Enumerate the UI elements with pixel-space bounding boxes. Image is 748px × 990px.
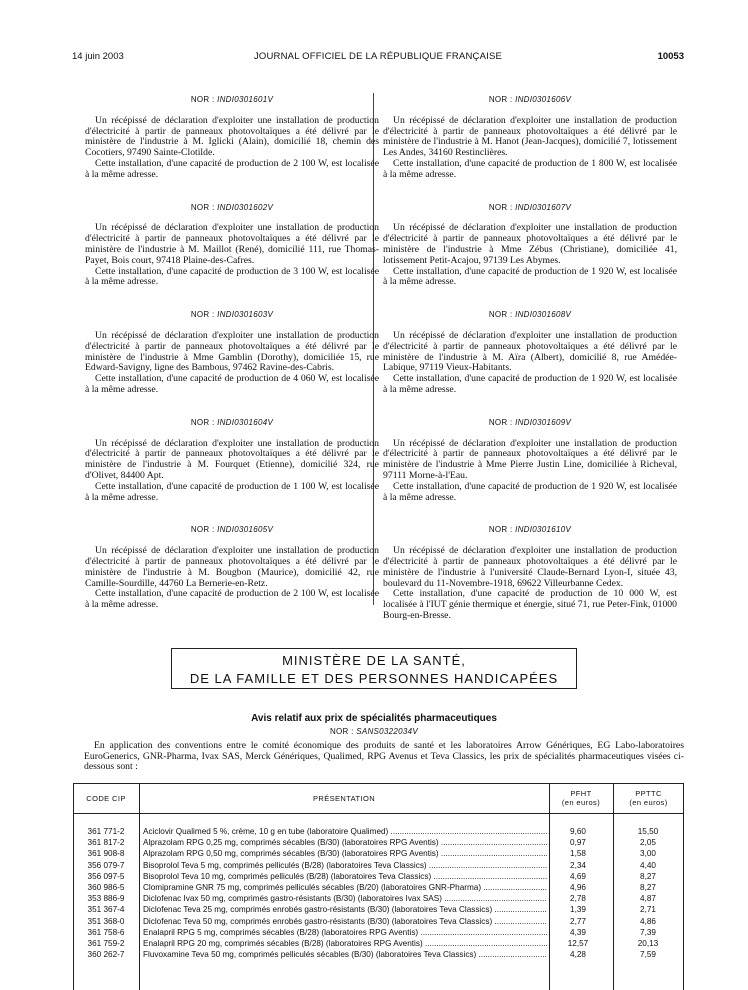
notice-capacity: Cette installation, d'une capacité de production de 2 100 W, est localisée à la même adresse. bbox=[85, 588, 379, 611]
ministry-heading-box bbox=[171, 648, 577, 689]
pfht-cell: 4,96 bbox=[570, 882, 586, 892]
pfht-cell: 1,58 bbox=[570, 849, 586, 859]
header-presentation: PRÉSENTATION bbox=[312, 793, 376, 803]
table-row bbox=[73, 860, 684, 871]
notice-capacity: Cette installation, d'une capacité de production de 2 100 W, est localisée à la même adresse. bbox=[85, 157, 379, 180]
pfht-cell: 9,60 bbox=[570, 827, 586, 836]
notice-capacity: Cette installation, d'une capacité de production de 3 100 W, est localisée à la même adresse. bbox=[85, 265, 379, 288]
table-row bbox=[73, 882, 684, 893]
ministry-line-2: DE LA FAMILLE ET DES PERSONNES HANDICAPÉES bbox=[189, 671, 559, 686]
notice-entry bbox=[383, 310, 677, 396]
notice-entry bbox=[383, 95, 677, 181]
presentation-cell: Bisoprolol Teva 10 mg, comprimés pelliculés (B/28) (laboratoires Teva Classics) ..... bbox=[143, 871, 547, 882]
avis-title: Avis relatif aux prix de spécialités pharmaceutiques bbox=[251, 713, 497, 724]
table-row bbox=[73, 871, 684, 882]
page-number: 10053 bbox=[657, 51, 684, 62]
notice-paragraph: Un récépissé de déclaration d'exploiter une installation de production d'électricité à partir de panneaux photovoltaïques a été délivré par le ministère de l'industrie à Mme Gamblin (Dorothy), domiciliée 15, rue Edward-Savigny, ligne des Bambous, 97462 Ravine-des-Cabris. bbox=[85, 329, 379, 374]
notice-entry bbox=[383, 418, 677, 504]
cip-code: 361 771-2 bbox=[87, 827, 125, 836]
ppttc-cell: 2,05 bbox=[640, 838, 656, 848]
table-row bbox=[73, 949, 684, 960]
notice-paragraph: Un récépissé de déclaration d'exploiter une installation de production d'électricité à partir de panneaux photovoltaïques a été délivré par le ministère de l'industrie à l'université Claude-Bernard Lyon-I, située 43, boulevard du 11-Novembre-1918, 69622 Villeurbanne Cedex. bbox=[383, 545, 677, 589]
notice-capacity: Cette installation, d'une capacité de production de 1 800 W, est localisée à la même adresse. bbox=[383, 157, 677, 180]
table-row bbox=[73, 893, 684, 904]
notice-entry bbox=[383, 203, 677, 289]
cip-code: 353 886-9 bbox=[87, 894, 125, 904]
notice-paragraph: Un récépissé de déclaration d'exploiter une installation de production d'électricité à partir de panneaux photovoltaïques a été délivré par le ministère de l'industrie à M. Iglicki (Alain), domicilié 18, chemin des Cocotiers, 97490 Sainte-Clotilde. bbox=[85, 114, 379, 159]
cip-code: 351 367-4 bbox=[87, 905, 125, 915]
nor-reference: NOR : INDI0301603V bbox=[190, 310, 274, 320]
ppttc-cell: 3,00 bbox=[640, 849, 656, 859]
ppttc-cell: 20,13 bbox=[637, 938, 659, 948]
presentation-cell: Fluvoxamine Teva 50 mg, comprimés pelliculés sécables (B/30) (laboratoires Teva Classics) ..... bbox=[143, 949, 547, 960]
notice-capacity: Cette installation, d'une capacité de production de 1 100 W, est localisée à la même adresse. bbox=[85, 480, 379, 503]
notice-capacity: Cette installation, d'une capacité de production de 1 920 W, est localisée à la même adresse. bbox=[383, 265, 677, 288]
table-body bbox=[73, 826, 684, 960]
cip-code: 361 759-2 bbox=[87, 938, 125, 948]
notice-paragraph: Un récépissé de déclaration d'exploiter une installation de production d'électricité à partir de panneaux photovoltaïques a été délivré par le ministère de l'industrie à M. Fourquet (Etienne), domicilié 324, rue d'Olivet, 84400 Apt. bbox=[85, 437, 379, 481]
left-column bbox=[85, 95, 379, 611]
notice-paragraph: Un récépissé de déclaration d'exploiter une installation de production d'électricité à partir de panneaux photovoltaïques a été délivré par le ministère de l'industrie à M. Hanot (Jean-Jacques), domicilié 7, lotissement Les Andes, 34160 Restinclières. bbox=[383, 114, 677, 159]
cip-code: 360 986-5 bbox=[87, 882, 125, 892]
presentation-cell: Bisoprolol Teva 5 mg, comprimés pelliculés (B/28) (laboratoires Teva Classics) ..... bbox=[143, 860, 547, 871]
ppttc-cell: 4,86 bbox=[640, 916, 656, 926]
presentation-cell: Clomipramine GNR 75 mg, comprimés pelliculés sécables (B/20) (laboratoires GNR-Pharma) ..... bbox=[143, 882, 547, 893]
header-rule bbox=[73, 813, 684, 814]
presentation-cell: Diclofenac Teva 25 mg, comprimés enrobés gastro-résistants (B/30) (laboratoires Teva Classics) ..... bbox=[143, 904, 547, 915]
notice-entry bbox=[85, 203, 379, 289]
pfht-cell: 12,57 bbox=[567, 938, 589, 948]
presentation-cell: Alprazolam RPG 0,50 mg, comprimés sécables (B/30) (laboratoires RPG Aventis) ..... bbox=[143, 848, 547, 859]
table-row bbox=[73, 927, 684, 938]
pfht-cell: 0,97 bbox=[570, 838, 586, 848]
cip-code: 361 908-8 bbox=[87, 849, 125, 859]
nor-reference: NOR : INDI0301608V bbox=[488, 310, 572, 320]
nor-reference: NOR : INDI0301610V bbox=[488, 525, 572, 535]
notice-capacity: Cette installation, d'une capacité de production de 10 000 W, est localisée à l'IUT génie thermique et énergie, situé 71, rue Peter-Fink, 01000 Bourg-en-Bresse. bbox=[383, 588, 677, 621]
presentation-cell: Diclofenac Ivax 50 mg, comprimés gastro-résistants (B/30) (laboratoires Ivax SAS) ..... bbox=[143, 893, 547, 904]
nor-reference: NOR : INDI0301606V bbox=[488, 95, 572, 104]
notice-capacity: Cette installation, d'une capacité de production de 1 920 W, est localisée à la même adresse. bbox=[383, 373, 677, 395]
nor-reference: NOR : INDI0301605V bbox=[190, 525, 274, 535]
ppttc-cell: 7,59 bbox=[640, 950, 656, 960]
notice-capacity: Cette installation, d'une capacité de production de 1 920 W, est localisée à la même adresse. bbox=[383, 480, 677, 503]
pfht-cell: 4,39 bbox=[570, 927, 586, 937]
notice-entry bbox=[85, 525, 379, 611]
nor-reference: NOR : INDI0301604V bbox=[190, 417, 274, 427]
ppttc-cell: 7,39 bbox=[640, 927, 656, 937]
ppttc-cell: 8,27 bbox=[640, 882, 656, 892]
presentation-cell: Aciclovir Qualimed 5 %, crème, 10 g en tube (laboratoire Qualimed) ..... bbox=[143, 826, 547, 837]
header-ppttc: PPTTC (en euros) bbox=[629, 789, 668, 807]
avis-intro: En application des conventions entre le comité économique des produits de santé et les laboratoires Arrow Génériques, EG Labo-laboratoires EuroGenerics, GNR-Pharma, Ivax SAS, Merck Génériques, Qualimed, RPG Avenus et Teva Classics, les prix de spécialités pharmaceutiques visées ci-dessous sont : bbox=[84, 740, 684, 772]
notice-entry bbox=[85, 310, 379, 396]
notice-entry bbox=[85, 95, 379, 181]
cip-code: 360 262-7 bbox=[87, 950, 125, 960]
table-row bbox=[73, 837, 684, 848]
pfht-cell: 4,69 bbox=[570, 871, 586, 881]
pfht-cell: 1,39 bbox=[570, 905, 586, 915]
notice-entry bbox=[85, 418, 379, 504]
header-date: 14 juin 2003 bbox=[72, 51, 124, 62]
pfht-cell: 2,78 bbox=[570, 894, 586, 904]
ministry-line-1: MINISTÈRE DE LA SANTÉ, bbox=[282, 653, 466, 668]
pfht-cell: 2,34 bbox=[570, 860, 586, 870]
right-column bbox=[383, 95, 677, 622]
notice-paragraph: Un récépissé de déclaration d'exploiter une installation de production d'électricité à partir de panneaux photovoltaïques a été délivré par le ministère de l'industrie à M. Bougbon (Maurice), domicilié 42, rue Camille-Sourdille, 44760 La Bernerie-en-Retz. bbox=[85, 545, 379, 589]
pfht-cell: 4,28 bbox=[570, 950, 586, 960]
ppttc-cell: 4,40 bbox=[640, 860, 656, 870]
presentation-cell: Alprazolam RPG 0,25 mg, comprimés sécables (B/30) (laboratoires RPG Aventis) ..... bbox=[143, 837, 547, 848]
header-pfht: PFHT (en euros) bbox=[561, 789, 601, 807]
pfht-cell: 2,77 bbox=[570, 916, 586, 926]
nor-reference: NOR : INDI0301609V bbox=[488, 417, 572, 427]
ppttc-cell: 2,71 bbox=[640, 905, 656, 915]
header-code: CODE CIP bbox=[86, 793, 126, 803]
notice-capacity: Cette installation, d'une capacité de production de 4 060 W, est localisée à la même adresse. bbox=[85, 373, 379, 395]
ppttc-cell: 15,50 bbox=[637, 827, 659, 836]
presentation-cell: Enalapril RPG 20 mg, comprimés sécables (B/28) (laboratoires RPG Aventis) ..... bbox=[143, 938, 547, 949]
nor-reference: NOR : INDI0301602V bbox=[190, 202, 274, 212]
notice-paragraph: Un récépissé de déclaration d'exploiter une installation de production d'électricité à partir de panneaux photovoltaïques a été délivré par le ministère de l'industrie à Mme Pierre Justin Line, domiciliée à Richeval, 97111 Morne-à-l'Eau. bbox=[383, 437, 677, 481]
notice-entry bbox=[383, 525, 677, 621]
table-row bbox=[73, 904, 684, 915]
cip-code: 361 758-6 bbox=[87, 927, 125, 937]
cip-code: 351 368-0 bbox=[87, 916, 125, 926]
notice-paragraph: Un récépissé de déclaration d'exploiter une installation de production d'électricité à partir de panneaux photovoltaïques a été délivré par le ministère de l'industrie à Mme Zébus (Christiane), domiciliée 41, lotissement Petit-Acajou, 97139 Les Abymes. bbox=[383, 222, 677, 266]
price-table bbox=[73, 783, 684, 990]
page-header bbox=[72, 51, 684, 65]
ppttc-cell: 8,27 bbox=[640, 871, 656, 881]
table-row bbox=[73, 938, 684, 949]
cip-code: 361 817-2 bbox=[87, 838, 125, 848]
presentation-cell: Enalapril RPG 5 mg, comprimés sécables (B/28) (laboratoires RPG Aventis) ..... bbox=[143, 927, 547, 938]
cip-code: 356 097-5 bbox=[87, 871, 125, 881]
ppttc-cell: 4,87 bbox=[640, 894, 656, 904]
table-row bbox=[73, 826, 684, 837]
table-row bbox=[73, 916, 684, 927]
presentation-cell: Diclofenac Teva 50 mg, comprimés enrobés gastro-résistants (B/30) (laboratoires Teva Classics) ..... bbox=[143, 916, 547, 927]
cip-code: 356 079-7 bbox=[87, 860, 125, 870]
nor-reference: NOR : INDI0301607V bbox=[488, 202, 572, 212]
journal-title: JOURNAL OFFICIEL DE LA RÉPUBLIQUE FRANÇAISE bbox=[253, 51, 503, 62]
avis-nor-reference: NOR : SANS0322034V bbox=[329, 727, 419, 736]
notice-paragraph: Un récépissé de déclaration d'exploiter une installation de production d'électricité à partir de panneaux photovoltaïques a été délivré par le ministère de l'industrie à M. Aïra (Albert), domicilié 8, rue Amédée-Labique, 97119 Vieux-Habitants. bbox=[383, 329, 677, 374]
table-row bbox=[73, 848, 684, 859]
nor-reference: NOR : INDI0301601V bbox=[190, 95, 274, 104]
notice-paragraph: Un récépissé de déclaration d'exploiter une installation de production d'électricité à partir de panneaux photovoltaïques a été délivré par le ministère de l'industrie à M. Maillot (René), domicilié 111, rue Thomas-Payet, Bois court, 97418 Plaine-des-Cafres. bbox=[85, 222, 379, 266]
